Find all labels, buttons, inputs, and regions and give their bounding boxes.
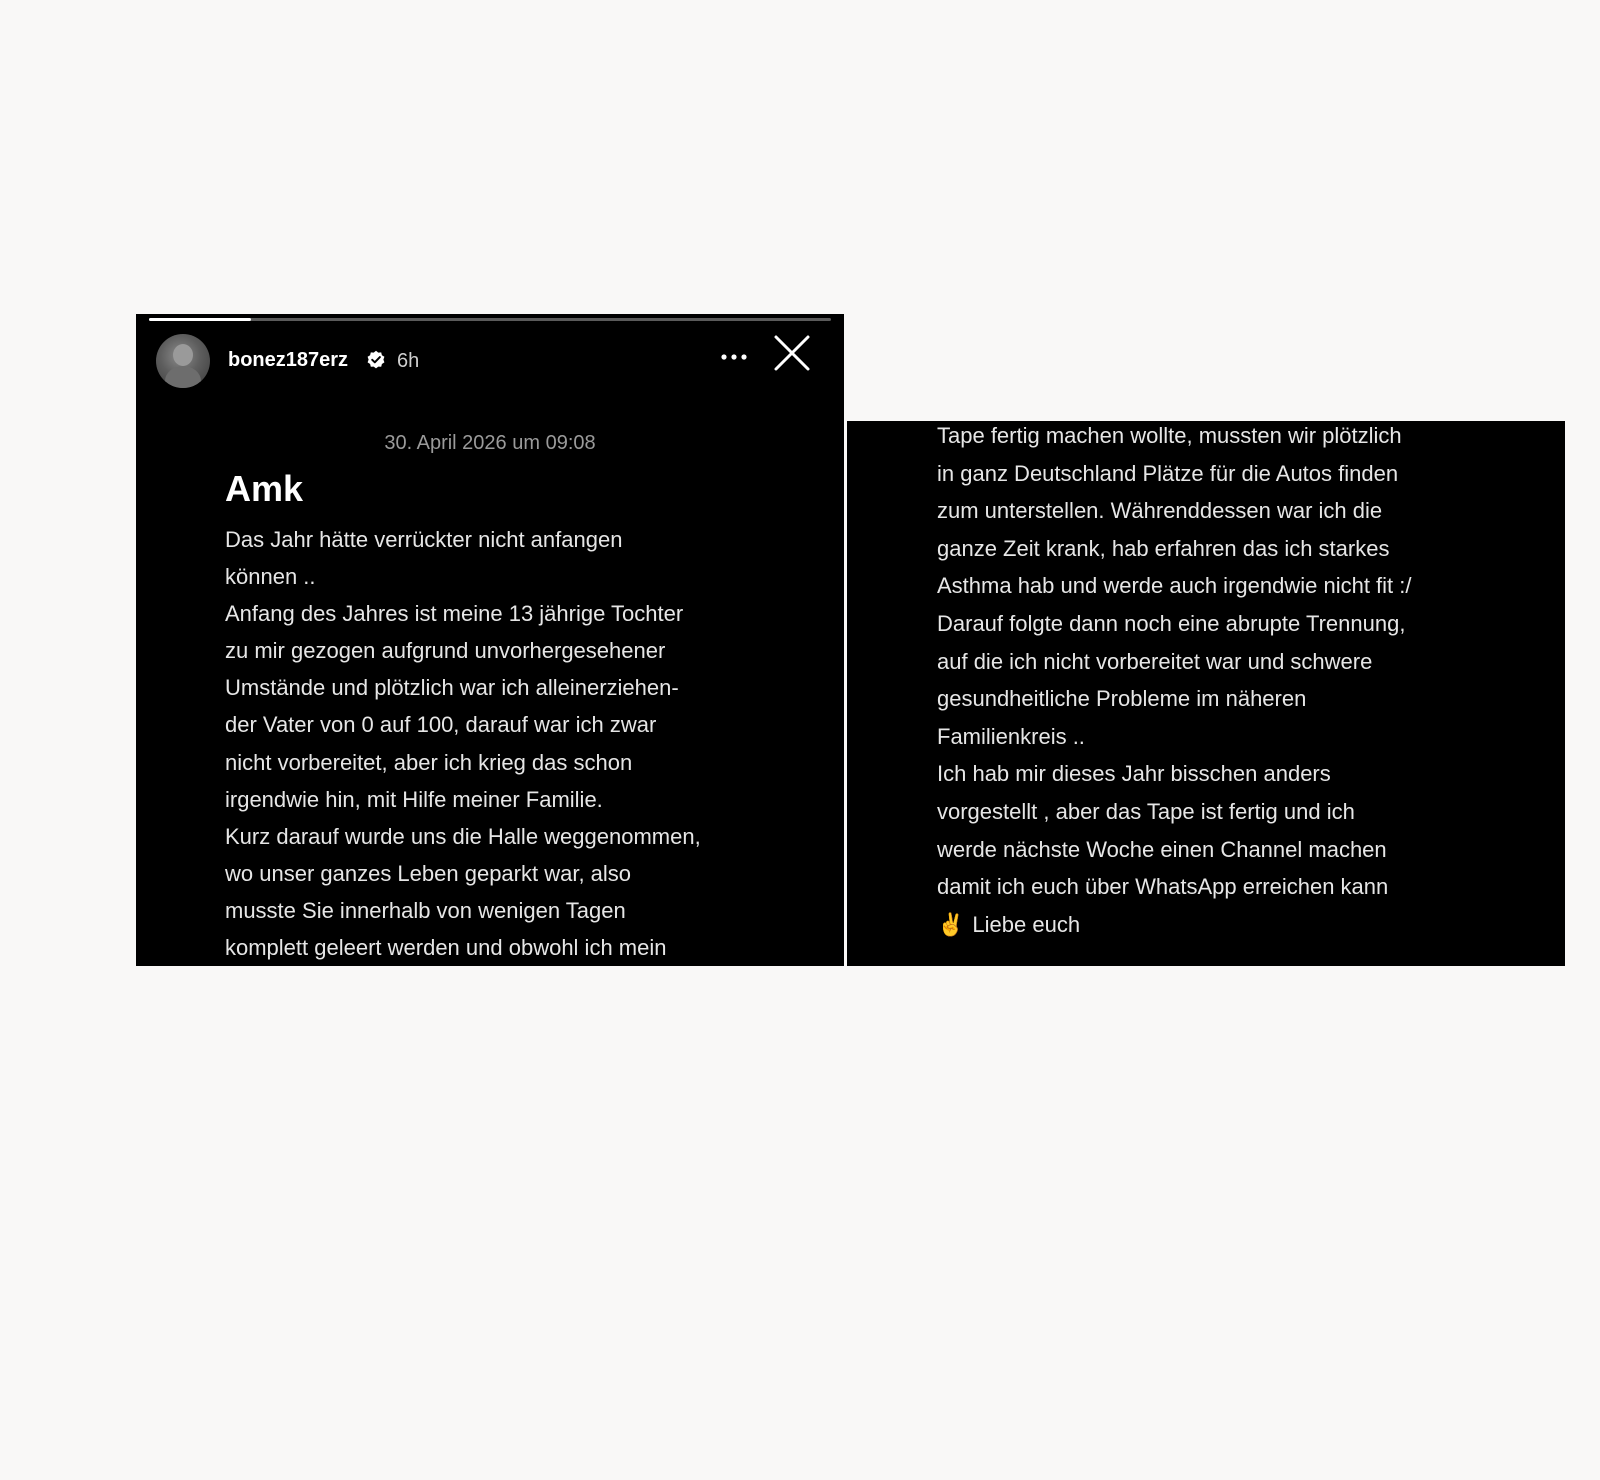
text-line: zu mir gezogen aufgrund unvorhergesehener <box>225 638 666 664</box>
story-screenshot-left <box>136 314 844 966</box>
story-screenshot-right <box>847 421 1565 966</box>
verified-badge-icon <box>366 350 386 370</box>
text-line: vorgestellt , aber das Tape ist fertig und ich <box>937 798 1355 824</box>
text-line: Kurz darauf wurde uns die Halle weggenommen, <box>225 823 701 849</box>
text-line: musste Sie innerhalb von wenigen Tagen <box>225 897 626 923</box>
username[interactable]: bonez187erz <box>228 349 349 371</box>
text-line: gesundheitliche Probleme im näheren <box>937 686 1307 712</box>
text-line: Umstände und plötzlich war ich alleinerziehen- <box>225 675 679 701</box>
text-line: werde nächste Woche einen Channel machen <box>937 836 1387 862</box>
profile-avatar[interactable] <box>156 334 210 388</box>
text-line: Anfang des Jahres ist meine 13 jährige Tochter <box>225 601 684 627</box>
avatar-body-shape <box>165 366 201 388</box>
text-line: Darauf folgte dann noch eine abrupte Trennung, <box>937 610 1406 636</box>
text-line: der Vater von 0 auf 100, darauf war ich zwar <box>225 712 657 738</box>
text-line: damit ich euch über WhatsApp erreichen kann <box>937 874 1389 900</box>
text-line: nicht vorbereitet, aber ich krieg das schon <box>225 749 633 775</box>
text-line: komplett geleert werden und obwohl ich mein <box>225 935 667 961</box>
post-date: 30. April 2026 um 09:08 <box>384 432 596 454</box>
text-line: Ich hab mir dieses Jahr bisschen anders <box>937 761 1331 787</box>
story-progress-fill <box>149 318 251 321</box>
text-line: wo unser ganzes Leben geparkt war, also <box>225 860 632 886</box>
text-line: können .. <box>225 564 316 590</box>
post-age: 6h <box>397 350 420 372</box>
post-title: Amk <box>225 468 304 509</box>
avatar-head-shape <box>173 344 193 366</box>
text-line: in ganz Deutschland Plätze für die Autos finden <box>937 460 1399 486</box>
closing-line <box>937 906 1412 944</box>
text-line: Asthma hab und werde auch irgendwie nicht fit :/ <box>937 573 1412 599</box>
text-line: zum unterstellen. Währenddessen war ich die <box>937 498 1383 524</box>
text-line: Familienkreis .. <box>937 723 1085 749</box>
closing-text: Liebe euch <box>972 911 1081 937</box>
post-body-right <box>937 421 1412 943</box>
text-line: ganze Zeit krank, hab erfahren das ich starkes <box>937 535 1390 561</box>
victory-hand-icon: ✌️ <box>937 912 965 938</box>
more-options-icon[interactable] <box>716 342 752 372</box>
close-icon[interactable] <box>772 333 812 373</box>
text-line: auf die ich nicht vorbereitet war und schwere <box>937 648 1373 674</box>
post-body-left <box>225 521 701 966</box>
story-progress-bar <box>149 318 831 321</box>
text-line: Das Jahr hätte verrückter nicht anfangen <box>225 527 623 552</box>
text-line: Tape fertig machen wollte, mussten wir plötzlich <box>937 423 1402 448</box>
text-line: irgendwie hin, mit Hilfe meiner Familie. <box>225 786 603 812</box>
